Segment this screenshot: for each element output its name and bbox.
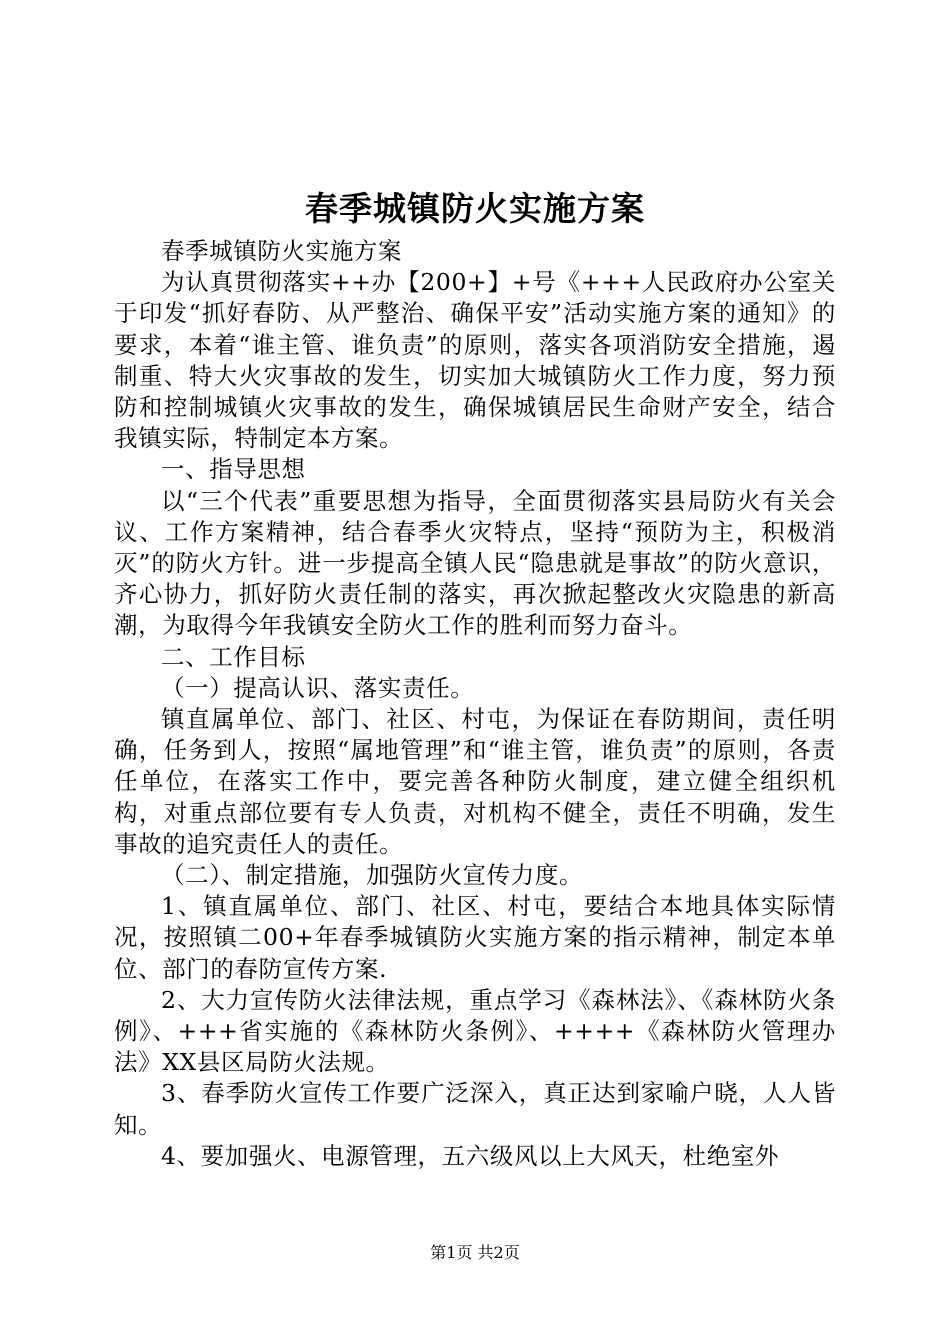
paragraph-intro: 为认真贯彻落实++办【200+】+号《+++人民政府办公室关于印发“抓好春防、从严整治、确保平安”活动实施方案的通知》的要求，本着“谁主管、谁负责”的原则，落实各项消防安全措施，遏制重、特大火灾事故的发生，切实加大城镇防火工作力度，努力预防和控制城镇火灾事故的发生，确保城镇居民生命财产安全，结合我镇实际，特制定本方案。 [114, 268, 836, 453]
list-item-2: 2、大力宣传防火法律法规，重点学习《森林法》、《森林防火条例》、+++省实施的《森林防火条例》、++++《森林防火管理办法》XX县区局防火法规。 [114, 985, 836, 1077]
heading-work-goals: 二、工作目标 [161, 642, 306, 671]
heading-guiding-ideology: 一、指导思想 [161, 455, 306, 484]
list-item-3: 3、春季防火宣传工作要广泛深入，真正达到家喻户晓，人人皆知。 [114, 1079, 836, 1139]
subheading-responsibility: （一）提高认识、落实责任。 [161, 673, 475, 702]
document-title: 春季城镇防火实施方案 [305, 189, 645, 228]
paragraph-subtitle: 春季城镇防火实施方案 [161, 237, 402, 265]
list-item-1: 1、镇直属单位、部门、社区、村屯，要结合本地具体实际情况，按照镇二00+年春季城镇防火实施方案的指示精神，制定本单位、部门的春防宣传方案. [114, 892, 836, 983]
list-item-4: 4、要加强火、电源管理，五六级风以上大风天，杜绝室外 [161, 1141, 780, 1170]
page-footer: 第1页 共2页 [430, 1243, 520, 1262]
paragraph-guiding-ideology: 以“三个代表”重要思想为指导，全面贯彻落实县局防火有关会议、工作方案精神，结合春季火灾特点，坚持“预防为主，积极消灭”的防火方针。进一步提高全镇人民“隐患就是事故”的防火意识，齐心协力，抓好防火责任制的落实，再次掀起整改火灾隐患的新高潮，为取得今年我镇安全防火工作的胜利而努力奋斗。 [114, 486, 836, 640]
paragraph-responsibility: 镇直属单位、部门、社区、村屯，为保证在春防期间，责任明确，任务到人，按照“属地管理”和“谁主管，谁负责”的原则，各责任单位，在落实工作中，要完善各种防火制度，建立健全组织机构，对重点部位要有专人负责，对机构不健全，责任不明确，发生事故的追究责任人的责任。 [114, 705, 836, 858]
document-body [114, 236, 836, 1172]
subheading-measures: （二）、制定措施，加强防火宣传力度。 [161, 861, 584, 890]
